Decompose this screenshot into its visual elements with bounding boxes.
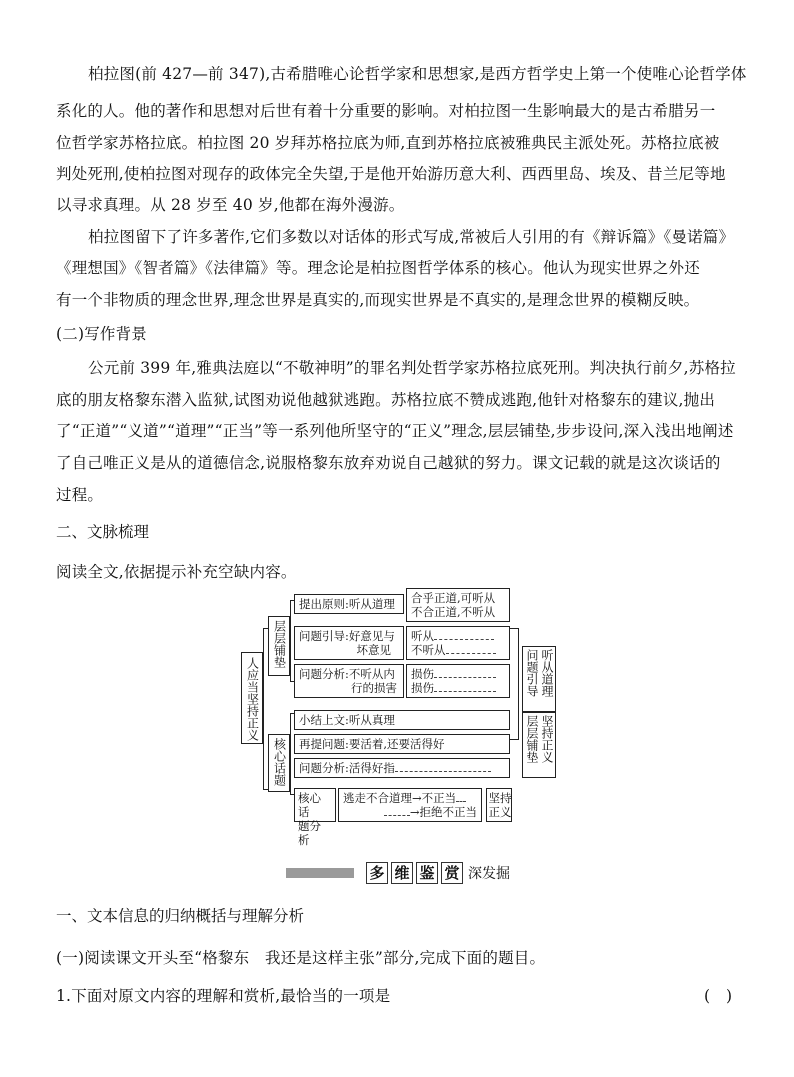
- banner-suffix: 深发掘: [468, 866, 510, 882]
- para1-line1: 柏拉图(前 427—前 347),古希腊唯心论哲学家和思想家,是西方哲学史上第一个使唯心论哲学体: [88, 65, 747, 83]
- subsection-prompt: (一)阅读课文开头至“格黎东 我还是这样主张”部分,完成下面的题目。: [56, 949, 546, 967]
- answer-paren[interactable]: ( ): [704, 987, 733, 1005]
- diagram-group-1: 层层铺垫: [268, 616, 290, 676]
- diagram-group-2: 核心话题: [268, 734, 290, 792]
- diagram-row1-left: 提出原则:听从道理: [294, 594, 404, 614]
- para2-line1: 柏拉图留下了许多著作,它们多数以对话体的形式写成,常被后人引用的有《辩诉篇》《曼诺篇》: [88, 228, 735, 246]
- para1-line2: 系化的人。他的著作和思想对后世有着十分重要的影响。对柏拉图一生影响最大的是古希腊另一: [56, 102, 716, 120]
- diagram-row3-right: 损伤 损伤: [406, 664, 510, 698]
- diagram-row7-mid: 逃走不合道理→不正当 →拒绝不正当: [338, 788, 482, 822]
- blank-line: [395, 771, 491, 772]
- instruction-text: 阅读全文,依据提示补充空缺内容。: [56, 563, 297, 581]
- para3-line4: 了自己唯正义是从的道德信念,说服格黎东放弃劝说自己越狱的努力。课文记载的就是这次谈话的: [56, 454, 721, 472]
- banner-char: 维: [391, 862, 413, 884]
- question-1: 1.下面对原文内容的理解和赏析,最恰当的一项是: [56, 987, 391, 1005]
- diagram-right-top: 问题引导 听从道理: [522, 646, 556, 712]
- para1-line4: 判处死刑,使柏拉图对现存的政体完全失望,于是他开始游历意大利、西西里岛、埃及、昔兰尼等地: [56, 165, 726, 183]
- heading-text-structure: 二、文脉梳理: [56, 523, 150, 541]
- section-banner: [286, 861, 510, 885]
- banner-char: 鉴: [416, 862, 438, 884]
- diagram-row4: 小结上文:听从真理: [294, 710, 510, 730]
- blank-line: [446, 653, 496, 654]
- structure-diagram: [240, 588, 554, 847]
- diagram-row2-left: 问题引导:好意见与 坏意见: [294, 626, 404, 660]
- blank-line: [384, 815, 410, 816]
- diagram-right-bottom: 层层铺垫 坚持正义: [522, 712, 556, 778]
- blank-line: [434, 639, 494, 640]
- blank-line: [434, 691, 496, 692]
- para2-line2: 《理想国》《智者篇》《法律篇》等。理念论是柏拉图哲学体系的核心。他认为现实世界之外还: [56, 259, 700, 277]
- para1-line5: 以寻求真理。从 28 岁至 40 岁,他都在海外漫游。: [56, 196, 405, 214]
- diagram-row2-right: 听从 不听从: [406, 626, 510, 660]
- diagram-row3-left: 问题分析:不听从内 行的损害: [294, 664, 404, 698]
- diagram-connector: [510, 628, 519, 740]
- diagram-row1-right: 合乎正道,可听从 不合正道,不听从: [406, 588, 510, 622]
- section-heading-background: (二)写作背景: [56, 325, 147, 343]
- diagram-row7-right: 坚持正义: [486, 788, 512, 822]
- para2-line3: 有一个非物质的理念世界,理念世界是真实的,而现实世界是不真实的,是理念世界的模糊反映。: [56, 291, 700, 309]
- diagram-row7-left: 核心话 题分析: [294, 788, 336, 822]
- blank-line: [456, 801, 466, 802]
- para3-line5: 过程。: [56, 486, 104, 504]
- para3-line1: 公元前 399 年,雅典法庭以“不敬神明”的罪名判处哲学家苏格拉底死刑。判决执行前夕,苏格拉: [88, 359, 736, 377]
- blank-line: [434, 677, 496, 678]
- para3-line3: 了“正道”“义道”“道理”“正当”等一系列他所坚守的“正义”理念,层层铺垫,步步设问,深入浅出地阐述: [56, 422, 734, 440]
- diagram-root: 人应当坚持正义: [241, 652, 263, 744]
- para1-line3: 位哲学家苏格拉底。柏拉图 20 岁拜苏格拉底为师,直到苏格拉底被雅典民主派处死。苏格拉底被: [56, 134, 720, 152]
- diagram-row6: 问题分析:活得好指: [294, 758, 510, 778]
- banner-char: 多: [366, 862, 388, 884]
- diagram-row5: 再提问题:要活着,还要活得好: [294, 734, 510, 754]
- heading-section-one: 一、文本信息的归纳概括与理解分析: [56, 907, 305, 925]
- para3-line2: 底的朋友格黎东潜入监狱,试图劝说他越狱逃跑。苏格拉底不赞成逃跑,他针对格黎东的建议,抛出: [56, 391, 716, 409]
- banner-bar: [286, 868, 354, 878]
- banner-char: 赏: [441, 862, 463, 884]
